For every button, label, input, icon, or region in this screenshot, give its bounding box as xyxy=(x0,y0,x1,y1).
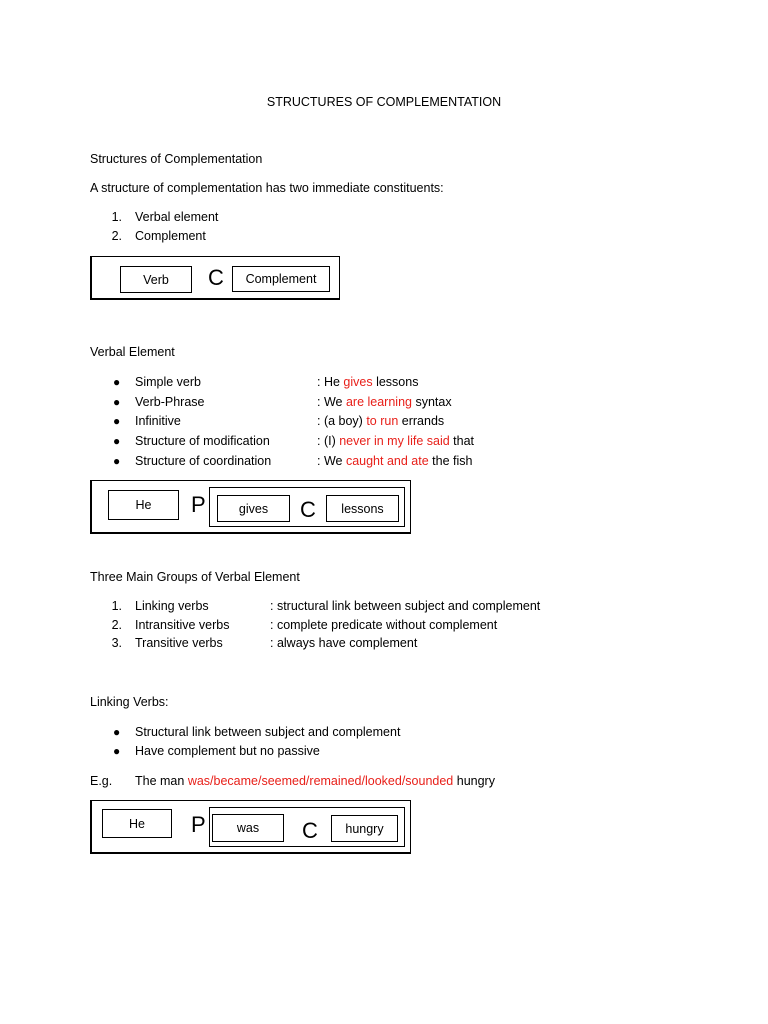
section-heading-three-groups: Three Main Groups of Verbal Element xyxy=(90,570,300,584)
diagram-subject-box: He xyxy=(108,490,179,520)
diagram-p-label: P xyxy=(191,812,206,837)
list-number: 3. xyxy=(111,636,122,650)
section-heading-structures: Structures of Complementation xyxy=(90,152,263,166)
list-item-desc: : always have complement xyxy=(270,636,418,650)
bullet-icon: ● xyxy=(113,375,121,389)
bullet-icon: ● xyxy=(113,725,121,739)
list-item-example: : We are learning syntax xyxy=(317,395,452,409)
bullet-icon: ● xyxy=(113,454,121,468)
list-number: 2. xyxy=(111,229,122,243)
list-number: 2. xyxy=(111,618,122,632)
list-number: 1. xyxy=(111,599,122,613)
list-item-label: Verb-Phrase xyxy=(135,395,205,409)
list-item-example: : (I) never in my life said that xyxy=(317,434,475,448)
list-item-label: Simple verb xyxy=(135,375,201,389)
diagram-predicate-box xyxy=(209,487,405,527)
bullet-icon: ● xyxy=(113,395,121,409)
page-title: STRUCTURES OF COMPLEMENTATION xyxy=(266,95,502,109)
example-label: E.g. xyxy=(90,774,113,788)
list-item-label: Structure of modification xyxy=(135,434,270,448)
diagram-verb-box: was xyxy=(212,814,284,842)
diagram-predicate-box xyxy=(209,807,405,847)
list-item-example: : (a boy) to run errands xyxy=(317,414,445,428)
list-item-example: : We caught and ate the fish xyxy=(317,454,473,468)
diagram-complement-box: Complement xyxy=(232,266,330,292)
list-item-label: Infinitive xyxy=(135,414,181,428)
list-number: 1. xyxy=(111,210,122,224)
diagram-subject-box: He xyxy=(102,809,172,838)
diagram-complement-box: lessons xyxy=(326,495,399,522)
intro-text: A structure of complementation has two immediate constituents: xyxy=(90,181,444,195)
diagram-he-was-hungry xyxy=(90,800,411,854)
list-item-label: Transitive verbs xyxy=(135,636,223,650)
diagram-verb-complement xyxy=(90,256,340,300)
diagram-c-label: C xyxy=(302,818,318,843)
section-heading-verbal-element: Verbal Element xyxy=(90,345,175,359)
list-item-desc: : complete predicate without complement xyxy=(270,618,498,632)
list-item-label: Structure of coordination xyxy=(135,454,272,468)
list-item-example: : He gives lessons xyxy=(317,375,419,389)
diagram-he-gives-lessons xyxy=(90,480,411,534)
list-item: Structural link between subject and complement xyxy=(135,725,401,739)
list-item: Have complement but no passive xyxy=(135,744,320,758)
diagram-verb-box: gives xyxy=(217,495,290,522)
list-item: Complement xyxy=(135,229,206,243)
list-item-label: Linking verbs xyxy=(135,599,209,613)
diagram-c-label: C xyxy=(208,265,224,290)
example-sentence: The man was/became/seemed/remained/looked/sounded hungry xyxy=(135,774,495,788)
diagram-verb-box: Verb xyxy=(120,266,192,293)
bullet-icon: ● xyxy=(113,434,121,448)
list-item-desc: : structural link between subject and complement xyxy=(270,599,541,613)
diagram-c-label: C xyxy=(300,497,316,522)
section-heading-linking-verbs: Linking Verbs: xyxy=(90,695,169,709)
list-item-label: Intransitive verbs xyxy=(135,618,230,632)
list-item: Verbal element xyxy=(135,210,219,224)
diagram-complement-box: hungry xyxy=(331,815,398,842)
bullet-icon: ● xyxy=(113,414,121,428)
bullet-icon: ● xyxy=(113,744,121,758)
diagram-p-label: P xyxy=(191,492,206,517)
